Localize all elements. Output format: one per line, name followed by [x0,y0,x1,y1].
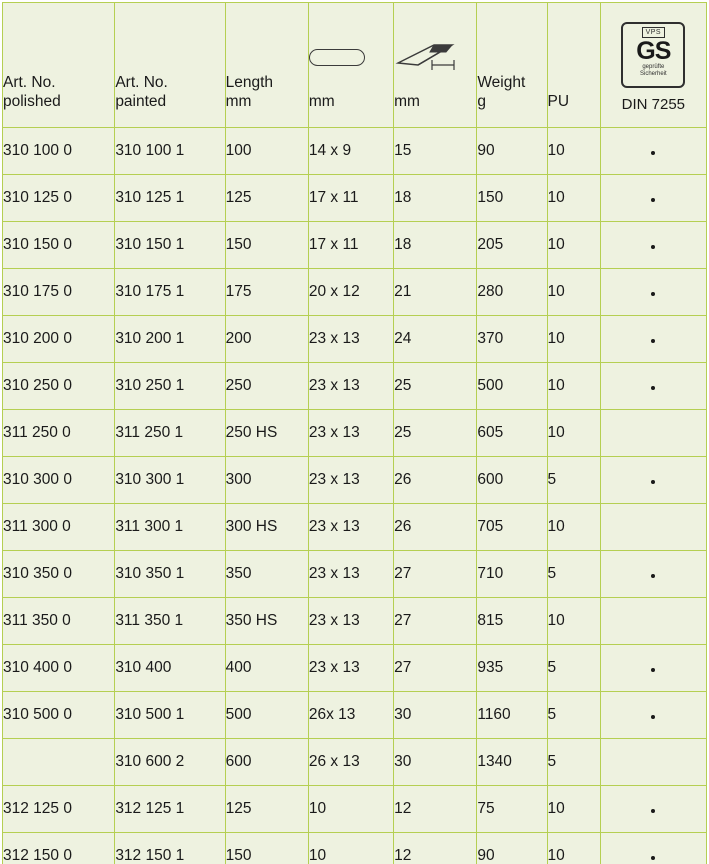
cell-length: 500 [225,692,308,739]
gs-check-dot-icon [651,809,655,813]
cell-blade-width: 23 x 13 [308,316,393,363]
cell-pu: 10 [547,269,600,316]
header-unit: mm [394,93,420,110]
header-line-2: mm [225,93,252,110]
cell-art-no-polished: 310 350 0 [3,551,115,598]
gs-check-dot-icon [651,198,655,202]
cell-weight: 150 [477,175,547,222]
cell-blade-width: 23 x 13 [308,363,393,410]
cell-art-no-painted: 310 500 1 [115,692,225,739]
cell-length: 125 [225,175,308,222]
cell-art-no-painted: 310 200 1 [115,316,225,363]
cell-art-no-polished: 311 350 0 [3,598,115,645]
cell-art-no-painted: 310 150 1 [115,222,225,269]
cell-length: 350 [225,551,308,598]
cell-art-no-painted: 310 175 1 [115,269,225,316]
cell-gs-certified [600,457,706,504]
table-header [3,3,707,128]
cell-blade-thickness: 12 [394,786,477,833]
cell-weight: 90 [477,128,547,175]
table-row [3,222,707,269]
cell-weight: 605 [477,410,547,457]
cell-length: 175 [225,269,308,316]
cell-weight: 705 [477,504,547,551]
table-row [3,316,707,363]
cell-blade-width: 23 x 13 [308,598,393,645]
cell-gs-certified [600,410,706,457]
cell-gs-certified [600,316,706,363]
cell-blade-thickness: 12 [394,833,477,864]
cell-blade-thickness: 30 [394,692,477,739]
cell-art-no-polished: 310 400 0 [3,645,115,692]
table-row [3,269,707,316]
cell-weight: 280 [477,269,547,316]
cell-blade-thickness: 27 [394,645,477,692]
cell-length: 125 [225,786,308,833]
cell-art-no-polished: 311 300 0 [3,504,115,551]
cell-art-no-painted: 310 125 1 [115,175,225,222]
cell-pu: 10 [547,222,600,269]
header-line-1: PU [547,93,570,110]
cell-blade-width: 17 x 11 [308,222,393,269]
cell-length: 150 [225,833,308,864]
blade-outline-icon [309,34,393,80]
cell-blade-thickness: 24 [394,316,477,363]
cell-art-no-polished: 310 100 0 [3,128,115,175]
gs-check-dot-icon [651,856,655,860]
gs-sub-line-1: geprüfte [642,64,665,70]
cell-blade-thickness: 26 [394,504,477,551]
gs-check-dot-icon [651,715,655,719]
cell-blade-thickness: 15 [394,128,477,175]
cell-blade-width: 17 x 11 [308,175,393,222]
cell-gs-certified [600,692,706,739]
table-row [3,457,707,504]
header-line-1: Art. No. [115,74,168,91]
cell-blade-width: 20 x 12 [308,269,393,316]
cell-art-no-painted: 310 100 1 [115,128,225,175]
cell-blade-thickness: 18 [394,175,477,222]
cell-art-no-painted: 310 350 1 [115,551,225,598]
table-row [3,739,707,786]
cell-weight: 815 [477,598,547,645]
cell-weight: 205 [477,222,547,269]
cell-length: 300 [225,457,308,504]
header-line-2: polished [3,93,61,110]
cell-gs-certified [600,175,706,222]
cell-pu: 5 [547,457,600,504]
cell-blade-width: 23 x 13 [308,457,393,504]
gs-certification-badge-icon [621,22,685,88]
cell-length: 100 [225,128,308,175]
cell-pu: 10 [547,504,600,551]
header-line-2: g [477,93,486,110]
product-specification-table [2,2,707,864]
cell-art-no-polished: 312 150 0 [3,833,115,864]
cell-art-no-painted: 310 600 2 [115,739,225,786]
gs-check-dot-icon [651,668,655,672]
cell-art-no-painted: 312 150 1 [115,833,225,864]
cell-pu: 5 [547,739,600,786]
cell-pu: 5 [547,692,600,739]
cell-art-no-polished: 310 150 0 [3,222,115,269]
cell-art-no-painted: 311 300 1 [115,504,225,551]
cell-pu: 10 [547,363,600,410]
header-line-1: Length [225,74,274,91]
cell-gs-certified [600,128,706,175]
column-header-blade-thickness [394,3,477,128]
gs-check-dot-icon [651,292,655,296]
cell-blade-thickness: 30 [394,739,477,786]
cell-weight: 935 [477,645,547,692]
cell-art-no-polished: 310 250 0 [3,363,115,410]
table-row [3,175,707,222]
cell-pu: 10 [547,786,600,833]
table-row [3,363,707,410]
table-row [3,598,707,645]
gs-check-dot-icon [651,574,655,578]
column-header-art-no-painted [115,3,225,128]
cell-blade-width: 23 x 13 [308,410,393,457]
cell-blade-thickness: 27 [394,598,477,645]
cell-length: 250 HS [225,410,308,457]
cell-gs-certified [600,504,706,551]
gs-letters: GS [636,37,671,65]
table-row [3,504,707,551]
cell-art-no-polished: 310 500 0 [3,692,115,739]
cell-length: 350 HS [225,598,308,645]
cell-art-no-polished: 312 125 0 [3,786,115,833]
header-row [3,3,707,128]
cell-art-no-painted: 311 350 1 [115,598,225,645]
cell-art-no-painted: 312 125 1 [115,786,225,833]
cell-gs-certified [600,645,706,692]
gs-check-dot-icon [651,245,655,249]
gs-standard-label: DIN 7255 [621,96,686,113]
cell-gs-certified [600,786,706,833]
cell-blade-thickness: 27 [394,551,477,598]
cell-weight: 75 [477,786,547,833]
cell-gs-certified [600,551,706,598]
cell-pu: 10 [547,316,600,363]
cell-gs-certified [600,598,706,645]
cell-length: 400 [225,645,308,692]
cell-blade-width: 23 x 13 [308,551,393,598]
blade-angle-icon [394,34,476,80]
gs-sub-line-2: Sicherheit [639,71,667,77]
table-row [3,786,707,833]
header-unit: mm [308,93,335,110]
cell-length: 150 [225,222,308,269]
table-row [3,645,707,692]
cell-art-no-polished: 310 300 0 [3,457,115,504]
cell-weight: 600 [477,457,547,504]
cell-art-no-painted: 311 250 1 [115,410,225,457]
column-header-length [225,3,308,128]
cell-blade-width: 23 x 13 [308,504,393,551]
gs-check-dot-icon [651,480,655,484]
gs-check-dot-icon [651,151,655,155]
cell-weight: 500 [477,363,547,410]
cell-gs-certified [600,739,706,786]
cell-art-no-polished: 310 125 0 [3,175,115,222]
table-row [3,551,707,598]
cell-art-no-polished: 310 175 0 [3,269,115,316]
table-row [3,410,707,457]
cell-blade-width: 23 x 13 [308,645,393,692]
cell-pu: 5 [547,551,600,598]
gs-check-dot-icon [651,339,655,343]
cell-pu: 10 [547,175,600,222]
table-body [3,128,707,864]
cell-pu: 10 [547,833,600,864]
table-row [3,692,707,739]
table-row [3,128,707,175]
cell-art-no-painted: 310 250 1 [115,363,225,410]
cell-gs-certified [600,269,706,316]
cell-blade-width: 26x 13 [308,692,393,739]
cell-pu: 5 [547,645,600,692]
gs-check-dot-icon [651,386,655,390]
column-header-pu [547,3,600,128]
cell-pu: 10 [547,410,600,457]
column-header-gs-certification [600,3,706,128]
cell-gs-certified [600,222,706,269]
table-row [3,833,707,864]
gs-vps-label: VPS [642,27,666,38]
cell-blade-width: 10 [308,786,393,833]
cell-length: 200 [225,316,308,363]
cell-art-no-polished: 310 200 0 [3,316,115,363]
cell-pu: 10 [547,598,600,645]
column-header-weight [477,3,547,128]
cell-weight: 710 [477,551,547,598]
cell-blade-thickness: 26 [394,457,477,504]
cell-weight: 370 [477,316,547,363]
cell-blade-width: 10 [308,833,393,864]
header-line-1: Art. No. [3,74,56,91]
cell-art-no-polished [3,739,115,786]
cell-length: 250 [225,363,308,410]
cell-art-no-painted: 310 400 [115,645,225,692]
cell-blade-thickness: 21 [394,269,477,316]
cell-weight: 1340 [477,739,547,786]
cell-weight: 1160 [477,692,547,739]
cell-blade-width: 14 x 9 [308,128,393,175]
cell-gs-certified [600,833,706,864]
cell-weight: 90 [477,833,547,864]
cell-blade-thickness: 18 [394,222,477,269]
cell-length: 600 [225,739,308,786]
cell-gs-certified [600,363,706,410]
header-line-1: Weight [477,74,526,91]
cell-length: 300 HS [225,504,308,551]
column-header-art-no-polished [3,3,115,128]
cell-art-no-painted: 310 300 1 [115,457,225,504]
column-header-blade-width [308,3,393,128]
cell-art-no-polished: 311 250 0 [3,410,115,457]
cell-pu: 10 [547,128,600,175]
header-line-2: painted [115,93,167,110]
cell-blade-thickness: 25 [394,410,477,457]
cell-blade-thickness: 25 [394,363,477,410]
cell-blade-width: 26 x 13 [308,739,393,786]
